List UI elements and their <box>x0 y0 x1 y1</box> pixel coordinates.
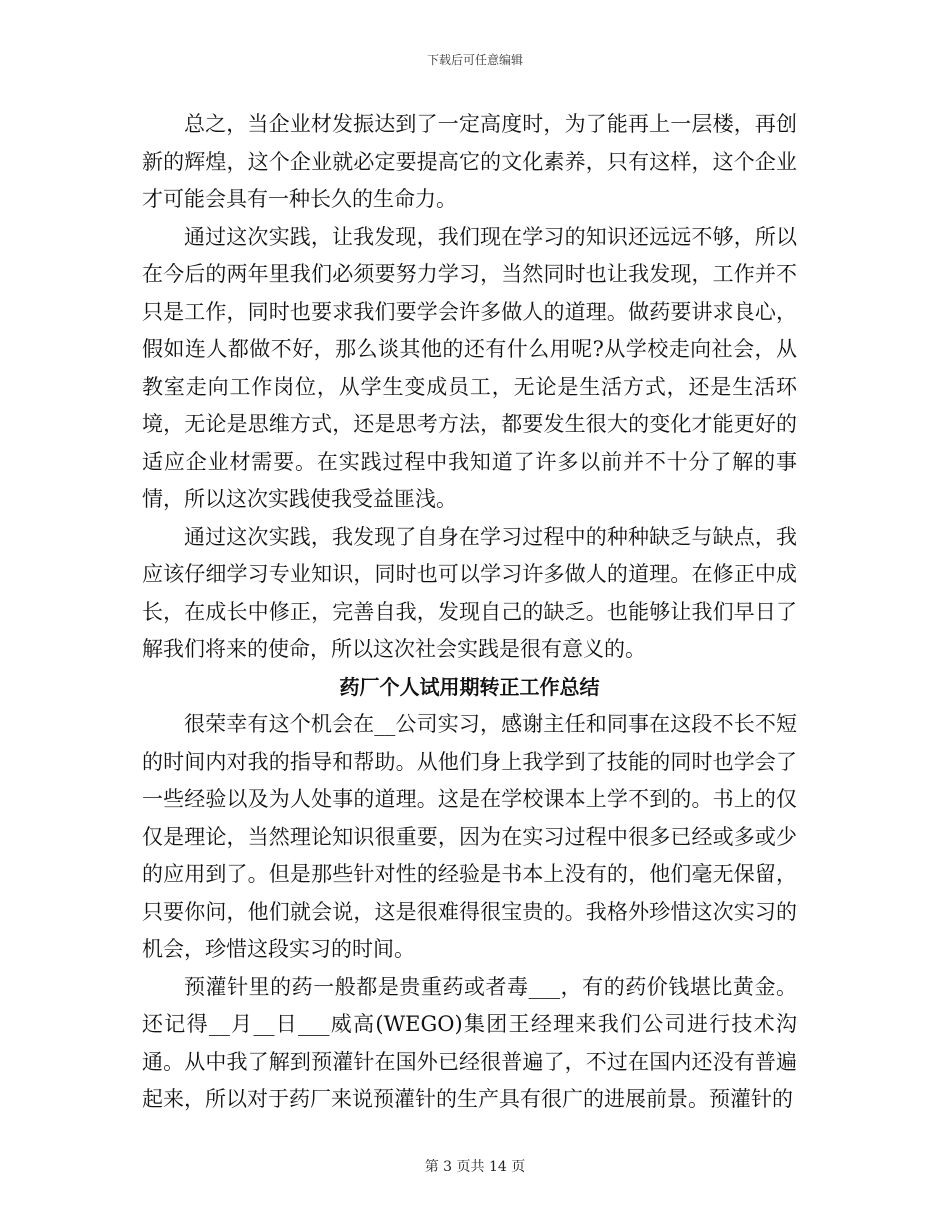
paragraph: 总之，当企业材发振达到了一定高度时，为了能再上一层楼，再创新的辉煌，这个企业就必定要提高它的文化素养，只有这样，这个企业才可能会具有一种长久的生命力。 <box>142 112 797 211</box>
document-body <box>142 106 797 1119</box>
page-footer: 第 3 页共 14 页 <box>424 1159 526 1175</box>
paragraph: 很荣幸有这个机会在__公司实习，感谢主任和同事在这段不长不短的时间内对我的指导和帮助。从他们身上我学到了技能的同时也学会了一些经验以及为人处事的道理。这是在学校课本上学不到的。书上的仅仅是理论，当然理论知识很重要，因为在实习过程中很多已经或多或少的应用到了。但是那些针对性的经验是书本上没有的，他们毫无保留，只要你问，他们就会说，这是很难得很宝贵的。我格外珍惜这次实习的机会，珍惜这段实习的时间。 <box>142 712 797 961</box>
paragraph: 预灌针里的药一般都是贵重药或者毒___，有的药价钱堪比黄金。还记得__月__日___威高(WEGO)集团王经理来我们公司进行技术沟通。从中我了解到预灌针在国外已经很普遍了，不过在国内还没有普遍起来，所以对于药厂来说预灌针的生产具有很广的进展前景。预灌针的 <box>142 974 797 1111</box>
section-title: 药厂个人试用期转正工作总结 <box>339 674 600 699</box>
page-header: 下载后可任意编辑 <box>426 53 523 67</box>
paragraph: 通过这次实践，我发现了自身在学习过程中的种种缺乏与缺点，我应该仔细学习专业知识，同时也可以学习许多做人的道理。在修正中成长，在成长中修正，完善自我，发现自己的缺乏。也能够让我们早日了解我们将来的使命，所以这次社会实践是很有意义的。 <box>142 524 797 661</box>
paragraph: 通过这次实践，让我发现，我们现在学习的知识还远远不够，所以在今后的两年里我们必须要努力学习，当然同时也让我发现，工作并不只是工作，同时也要求我们要学会许多做人的道理。做药要讲求良心，假如连人都做不好，那么谈其他的还有什么用呢?从学校走向社会，从教室走向工作岗位，从学生变成员工，无论是生活方式，还是生活环境，无论是思维方式，还是思考方法，都要发生很大的变化才能更好的适应企业材需要。在实践过程中我知道了许多以前并不十分了解的事情，所以这次实践使我受益匪浅。 <box>142 224 797 511</box>
